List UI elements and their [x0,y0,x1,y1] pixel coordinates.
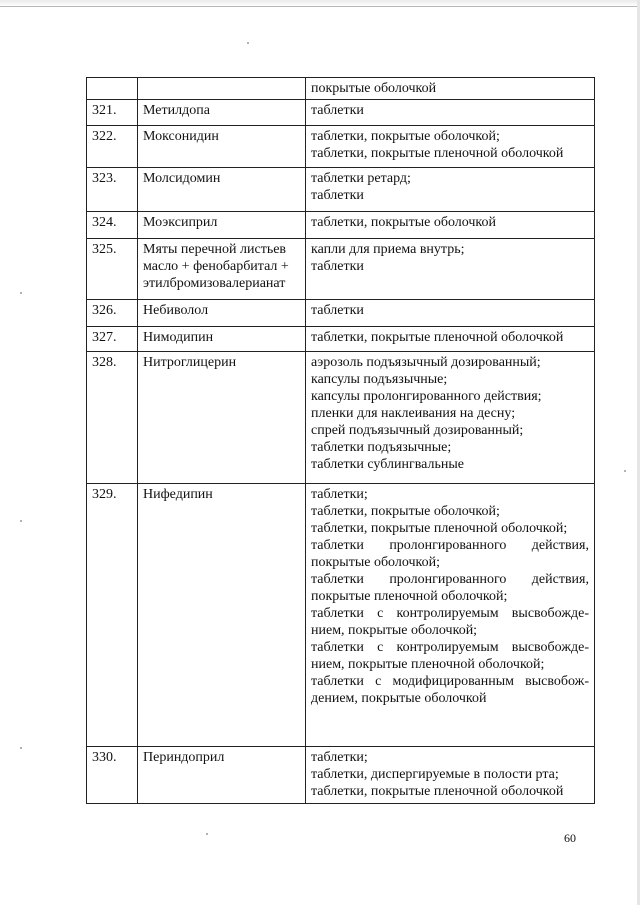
table-row [87,78,595,100]
dosage-forms [306,327,595,352]
dosage-form-line: дением, покрытые оболочкой [311,691,487,706]
scan-speck [624,470,626,472]
dosage-form-line: таблетки подъязычные; [311,440,452,455]
dosage-form-line: таблетки с контролируемым высвобожде- [311,640,589,655]
table-row [87,327,595,352]
dosage-form-line: аэрозоль подъязычный дозированный; [311,355,541,370]
table-row [87,300,595,327]
dosage-form-line: таблетки, покрытые оболочкой [311,215,497,230]
drug-name: Моэксиприл [138,212,306,239]
drug-name: Метилдопа [138,100,306,126]
row-number: 330. [87,747,138,804]
row-number: 322. [87,126,138,168]
dosage-form-line: таблетки, диспергируемые в полости рта; [311,767,559,782]
dosage-form-line: таблетки, покрытые пленочной оболочкой [311,146,564,161]
dosage-form-line: таблетки пролонгированного действия, [311,538,589,553]
dosage-form-line: таблетки, покрытые пленочной оболочкой; [311,521,568,536]
table-row [87,168,595,212]
table-row [87,484,595,747]
drug-table [86,77,595,804]
dosage-form-line: таблетки пролонгированного действия, [311,572,589,587]
scan-speck [206,833,208,835]
dosage-form-line: таблетки; [311,487,368,502]
row-number [87,78,138,100]
dosage-forms [306,239,595,300]
row-number: 325. [87,239,138,300]
drug-name: Мяты перечной листьев масло + фенобарбитал + этилбромизовалерианат [138,239,306,300]
drug-name: Моксонидин [138,126,306,168]
dosage-form-line: таблетки; [311,750,368,765]
dosage-form-line: таблетки ретард; [311,171,411,186]
dosage-form-line: покрытые оболочкой [311,81,437,96]
dosage-form-line: нием, покрытые оболочкой; [311,623,478,638]
scan-speck [247,42,249,44]
drug-name: Небиволол [138,300,306,327]
drug-name: Нимодипин [138,327,306,352]
drug-name: Периндоприл [138,747,306,804]
table-row [87,100,595,126]
dosage-forms [306,100,595,126]
drug-name: Нитроглицерин [138,352,306,484]
row-number: 327. [87,327,138,352]
scan-speck [20,747,22,749]
dosage-form-line: таблетки [311,303,364,318]
dosage-form-line: таблетки сублингвальные [311,457,464,472]
dosage-forms [306,168,595,212]
dosage-form-line: капли для приема внутрь; [311,242,465,257]
dosage-form-line: покрытые оболочкой; [311,555,441,570]
drug-name: Молсидомин [138,168,306,212]
dosage-form-line: пленки для наклеивания на десну; [311,406,516,421]
page-number: 60 [564,831,576,845]
dosage-forms [306,484,595,747]
dosage-form-line: таблетки [311,103,364,118]
dosage-form-line: спрей подъязычный дозированный; [311,423,524,438]
dosage-forms [306,78,595,100]
dosage-form-line: таблетки [311,188,364,203]
dosage-form-line: таблетки с контролируемым высвобожде- [311,606,589,621]
dosage-forms [306,300,595,327]
scan-speck [20,292,22,294]
dosage-forms [306,212,595,239]
dosage-form-line: капсулы подъязычные; [311,372,448,387]
drug-name: Нифедипин [138,484,306,747]
row-number: 324. [87,212,138,239]
dosage-form-line: таблетки, покрытые оболочкой; [311,129,500,144]
table-row [87,239,595,300]
row-number: 329. [87,484,138,747]
table-row [87,352,595,484]
dosage-form-line: таблетки [311,259,364,274]
dosage-form-line: капсулы пролонгированного действия; [311,389,542,404]
row-number: 321. [87,100,138,126]
dosage-form-line: таблетки, покрытые пленочной оболочкой [311,330,564,345]
row-number: 328. [87,352,138,484]
dosage-forms [306,747,595,804]
table-row [87,126,595,168]
table-row [87,212,595,239]
dosage-forms [306,126,595,168]
row-number: 326. [87,300,138,327]
dosage-form-line: таблетки, покрытые оболочкой; [311,504,500,519]
drug-table-body [87,78,595,804]
table-row [87,747,595,804]
dosage-form-line: таблетки с модифицированным высвобож- [311,674,589,689]
row-number: 323. [87,168,138,212]
drug-name [138,78,306,100]
scan-top-edge [0,0,640,7]
scan-speck [20,520,22,522]
dosage-form-line: покрытые пленочной оболочкой; [311,589,508,604]
dosage-forms [306,352,595,484]
dosage-form-line: нием, покрытые пленочной оболочкой; [311,657,545,672]
dosage-form-line: таблетки, покрытые пленочной оболочкой [311,784,564,799]
